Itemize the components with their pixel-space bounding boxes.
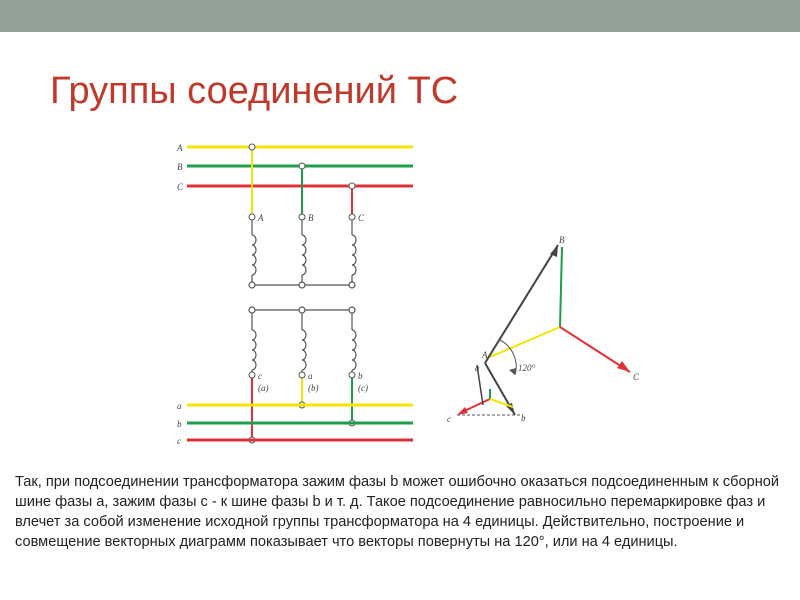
vector-label-b: b: [521, 413, 526, 423]
lv-windings: [249, 307, 356, 375]
hv-terminal-A: A: [258, 213, 264, 223]
bus-label-a: a: [177, 401, 182, 411]
slide-paragraph: Так, при подсоединении трансформатора зажим фазы b может ошибочно оказаться подсоединенным к сборной шине фазы а, зажим фазы с - к шине фазы b и т. д. Такое подсоединение равносильно перемаркировке фаз и влечет за собой изменение исходной группы трансформатора на 4 единицы. Действительно, построение и совмещение векторных диаграмм показывает что векторы повернуты на 120°, или на 4 единицы.: [15, 474, 780, 550]
hv-buses: [176, 143, 413, 192]
slide-title: Группы соединений ТС: [50, 70, 459, 112]
diagram-svg: [165, 135, 655, 455]
lv-terminal-c: c: [258, 371, 262, 381]
bus-label-b: b: [177, 419, 182, 429]
lv-terminal-orig-a: (a): [258, 383, 269, 393]
vector-A: [490, 327, 560, 357]
vector-B: [560, 247, 562, 327]
angle-label: 120°: [518, 363, 536, 373]
lv-taps: [249, 371, 368, 443]
hv-terminal-C: C: [358, 213, 365, 223]
vector-label-B: B: [559, 235, 565, 245]
vector-ab: [485, 245, 558, 363]
hv-terminal-B: B: [308, 213, 314, 223]
hv-windings: [249, 220, 356, 288]
bus-label-C: C: [177, 182, 184, 192]
lv-terminal-orig-b: (b): [308, 383, 319, 393]
vector-a-yellow: [490, 399, 513, 407]
transformer-connection-diagram: [165, 135, 655, 455]
lv-buses: [177, 401, 413, 446]
bus-label-A: A: [177, 143, 183, 153]
lv-terminal-a: a: [308, 371, 313, 381]
bus-label-B: B: [177, 162, 183, 172]
lv-terminal-orig-c: (c): [358, 383, 368, 393]
vector-diagram: [447, 235, 640, 424]
bus-label-c: c: [177, 436, 181, 446]
lv-terminal-b: b: [358, 371, 363, 381]
vector-label-A: A: [482, 350, 488, 360]
vector-label-C: C: [633, 372, 640, 382]
vector-label-c: c: [447, 414, 451, 424]
top-bar: [0, 0, 800, 32]
vector-label-a: a: [475, 363, 480, 373]
hv-taps: [249, 144, 365, 223]
